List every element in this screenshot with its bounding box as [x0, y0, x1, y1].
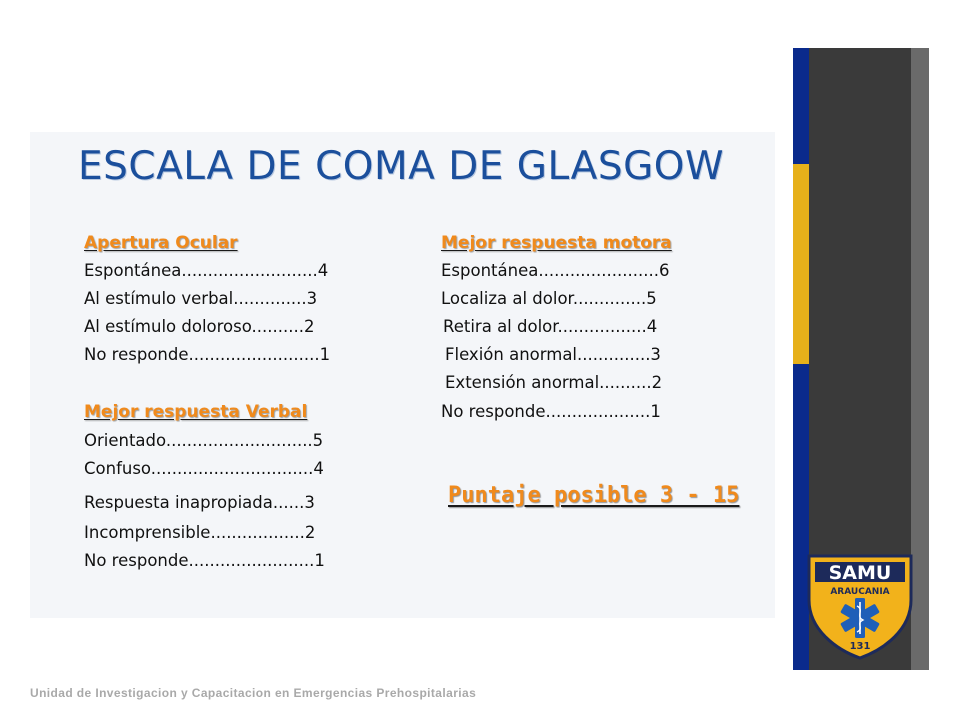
stripe-yellow — [793, 164, 809, 364]
heading-apertura-ocular: Apertura Ocular — [84, 233, 238, 253]
score-range: Puntaje posible 3 - 15 — [448, 483, 740, 508]
glasgow-scale-image — [30, 132, 775, 618]
heading-respuesta-verbal: Mejor respuesta Verbal — [84, 402, 308, 422]
item-verbal-no-responde: No responde........................1 — [84, 551, 325, 570]
item-motora-flexion: Flexión anormal..............3 — [445, 345, 661, 364]
logo-region-text: ARAUCANIA — [830, 587, 890, 597]
item-verbal-confuso: Confuso...............................4 — [84, 459, 324, 478]
scale-title: ESCALA DE COMA DE GLASGOW — [78, 144, 725, 189]
item-verbal-inapropiada: Respuesta inapropiada......3 — [84, 493, 315, 512]
item-ocular-no-responde: No responde.........................1 — [84, 345, 331, 364]
stripe-navy-top — [793, 48, 809, 164]
item-motora-retira: Retira al dolor.................4 — [443, 317, 658, 336]
logo-number-text: 131 — [849, 641, 871, 652]
heading-respuesta-motora: Mejor respuesta motora — [441, 233, 672, 253]
item-ocular-estimulo-doloroso: Al estímulo doloroso..........2 — [84, 317, 315, 336]
footer-text: Unidad de Investigacion y Capacitacion en Emergencias Prehospitalarias — [30, 686, 477, 700]
item-motora-extension: Extensión anormal..........2 — [445, 373, 663, 392]
item-motora-localiza: Localiza al dolor..............5 — [441, 289, 657, 308]
item-verbal-incomprensible: Incomprensible..................2 — [84, 523, 316, 542]
item-motora-espontanea: Espontánea.......................6 — [441, 261, 670, 280]
item-motora-no-responde: No responde....................1 — [441, 402, 661, 421]
item-verbal-orientado: Orientado............................5 — [84, 431, 324, 450]
samu-logo — [805, 548, 915, 660]
samu-shield-icon — [805, 548, 915, 660]
item-ocular-espontanea: Espontánea..........................4 — [84, 261, 329, 280]
item-ocular-estimulo-verbal: Al estímulo verbal..............3 — [84, 289, 318, 308]
logo-samu-text: SAMU — [828, 562, 892, 584]
